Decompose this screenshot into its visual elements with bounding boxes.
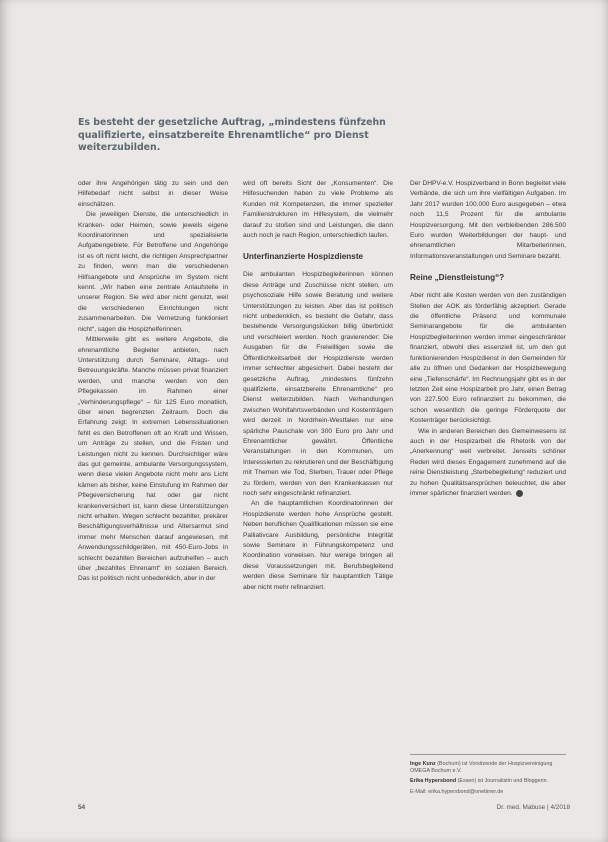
author-email bbox=[410, 789, 566, 796]
paragraph: wird oft bereits Sicht der „Konsumenten“. Die Hilfesuchenden haben zu viele Probleme als Kunden mit Kompetenzen, die immer spezieller Familienstrukturen im Hilfesystem, die vielmehr darauf zu stoßen sind und Leistungen, die dann auch noch je nach Region, unterschiedlich laufen. bbox=[243, 180, 393, 240]
paragraph: oder ihre Angehörigen tätig zu sein und den Hilfebedarf nicht selbst in dieser Weise einschätzen. bbox=[78, 180, 228, 208]
section-heading-dienstleistung: Reine „Dienstleistung“? bbox=[410, 273, 505, 283]
paragraph: Der DHPV-e.V. Hospizverband in Bonn begleitet viele Verbände, die sich um ihre vielfältigen Aufgaben. Im Jahr 2017 wurden 100.000 Euro ausgegeben – etwa noch 11,5 Prozent für die ambulante Hospizversorgung. Mit den verbleibenden 286.500 Euro wurden Weiterbildungen der haupt- und ehrenamtlichen Mitarbeiterinnen, Informationsveranstaltungen und Seminare bezahlt. bbox=[410, 180, 566, 260]
page-footer bbox=[78, 804, 570, 816]
author-name: Erika Hypersbond bbox=[410, 778, 457, 785]
paragraph: Die ambulanten Hospizbegleiterinnen können diese Anträge und Zuschüsse nicht stellen, um psychosoziale Hilfe sowie Beratung und weitere Unterstützungen zu leisten. Aber das ist politisch nicht unbedenklich, es besteht die Gefahr, dass bestehende Versorgungslücken billig überbrückt und verschleiert werden. Noch gravierender: Die Ausgaben für die Freiwilligen sowie die Öffentlichkeitsarbeit der Hospizdienste werden immer schlechter abgesichert. Dabei besteht der gesetzliche Auftrag, „mindestens fünfzehn qualifizierte, einsatzbereite Ehrenamtliche“ pro Dienst weiterzubilden. Nach Verhandlungen zwischen Wohlfahrtsverbänden und Kostenträgern wird derzeit in Nordrhein-Westfalen nur eine spärliche Pauschale von 300 Euro pro Jahr und Ehrenamtlicher gewährt. Öffentliche Veranstaltungen in den Kommunen, um Interessierten zu rekrutieren und der Beschäftigung mit Themen wie Tod, Sterben, Trauer oder Pflege zu fördern, werden von den Krankenkassen nur noch sehr eingeschränkt refinanziert. bbox=[243, 271, 393, 497]
text-column-2 bbox=[243, 179, 393, 809]
author-entry bbox=[410, 761, 566, 775]
end-mark-icon bbox=[516, 490, 523, 497]
section-heading-unterfinanzierte: Unterfinanzierte Hospizdienste bbox=[243, 252, 364, 262]
paragraph: An die hauptamtlichen Koordinatorinnen der Hospizdienste werden hohe Ansprüche gestellt. Neben beruflichen Qualifikationen müssen sie eine Palliativcare Ausbildung, persönliche Integrität sowie Seminare in Führungskompetenz und Koordination vorweisen. Nur wenige bringen all diese Voraussetzungen mit. Berufsbegleitend werden diese Seminare für hauptamtlich Tätige aber nicht mehr refinanziert. bbox=[243, 500, 393, 591]
paragraph: Die jeweiligen Dienste, die unterschiedlich in Kranken- oder Heimen, sowie jeweils eigene Koordinatorinnen und spezialisierte Aufgabengebiete. Für Betroffene und Angehörige ist es oft nicht leicht, die richtigen Ansprechpartner zu finden, wenn man die verschiedenen Hilfsangebote und Ansprüche im System nicht kennt. „Wir haben eine zentrale Anlaufstelle in unserer Region. Sie wird aber nicht genutzt, weil die verschiedenen Einrichtungen nicht zusammenarbeiten. Die Vernetzung funktioniert nicht“, sagen die Hospizhelferinnen. bbox=[78, 211, 228, 333]
author-email-text: E-Mail: erika.hypersbond@onebiner.de bbox=[410, 788, 504, 795]
paragraph bbox=[410, 427, 566, 500]
paragraph-text: Wie in anderen Bereichen des Gemeinwesens ist auch in der Hospizarbeit die Rhetorik von der „Anerkennung“ weit verbreitet. Jenseits schöner Reden wird dieses Engagement zunehmend auf die reine Dienstleistung „Sterbebegleitung“ reduziert und zu hohen Qualitätsansprüchen beleuchtet, die aber immer spärlicher finanziert werden. bbox=[410, 427, 566, 497]
text-column-1 bbox=[78, 179, 228, 809]
paragraph: Aber nicht alle Kosten werden von den zuständigen Stellen der AOK als förderfähig akzeptiert. Gerade die öffentliche Präsenz und kommunale Seminarangebote für die ambulanten Hospizbegleiterinnen werden immer eingeschränkter finanziert, obwohl dies essenziell ist, um den gut funktionierenden Hospizdienst in den Gemeinden für alle zu öffnen und Gedanken der Hospizbewegung eine „Tiefenschärfe“. Im Rechnungsjahr gibt es in der letzten Zeit eine Hospizarbeit pro Jahr, einen Betrag von 227.500 Euro refinanziert zu bekommen, die schon wesentlich die geringe Förderquote der Kostenträger berücksichtigt. bbox=[410, 292, 566, 425]
author-entry bbox=[410, 778, 566, 785]
journal-name: Dr. med. Mabuse | 4/2018 bbox=[496, 804, 570, 811]
pull-quote: Es besteht der gesetzliche Auftrag, „mindestens fünfzehn qualifizierte, einsatzbereite Ehrenamtliche“ pro Dienst weiterzubilden. bbox=[78, 117, 386, 154]
page-number: 54 bbox=[78, 804, 86, 811]
author-name: Inge Kunz bbox=[410, 761, 436, 767]
author-text: (Bochum) ist Vorsitzende der Hospizvereinigung OMEGA Bochum e.V. bbox=[410, 761, 553, 775]
author-box bbox=[410, 754, 566, 799]
author-text: (Essen) ist Journalistin und Bloggerin. bbox=[457, 778, 549, 785]
text-column-3 bbox=[410, 179, 566, 809]
paragraph: Mittlerweile gibt es weitere Angebote, die ehrenamtliche Begleiter anbieten, nach Unterstützung durch Seminare, Alltags- und Betreuungskräfte. Manche müssen privat finanziert werden, und manche werden von den Pflegekassen im Rahmen einer „Verhinderungspflege“ – für 125 Euro monatlich, über einen begrenzten Zeitraum. Doch die Erfahrung zeigt: In extremen Lebenssituationen fehlt es den Betroffenen oft an Kraft und Wissen, um Anträge zu stellen, und die Fristen und Leistungen nicht zu kennen. Durchsichtiger wäre das gut gemeinte, ambulante Versorgungssystem, wenn diese vielen Angebote nicht mehr ans Licht kämen als bisher, keine Einstufung im Rahmen der Pflegeversicherung hat oder gar nicht krankenversichert ist, kann diese Unterstützungen nicht erhalten. Wegen schlecht bezahlter, prekärer Beschäftigungsverhältnisse und Altersarmut sind immer mehr Menschen darauf angewiesen, mit Anwendungsschildgeräten, mit 450-Euro-Jobs in schlecht bezahlten Bereichen aufzuhelfen – auch über „bezahltes Ehrenamt“ im sozialen Bereich. Das ist politisch nicht unbedenklich, aber in der bbox=[78, 336, 228, 583]
